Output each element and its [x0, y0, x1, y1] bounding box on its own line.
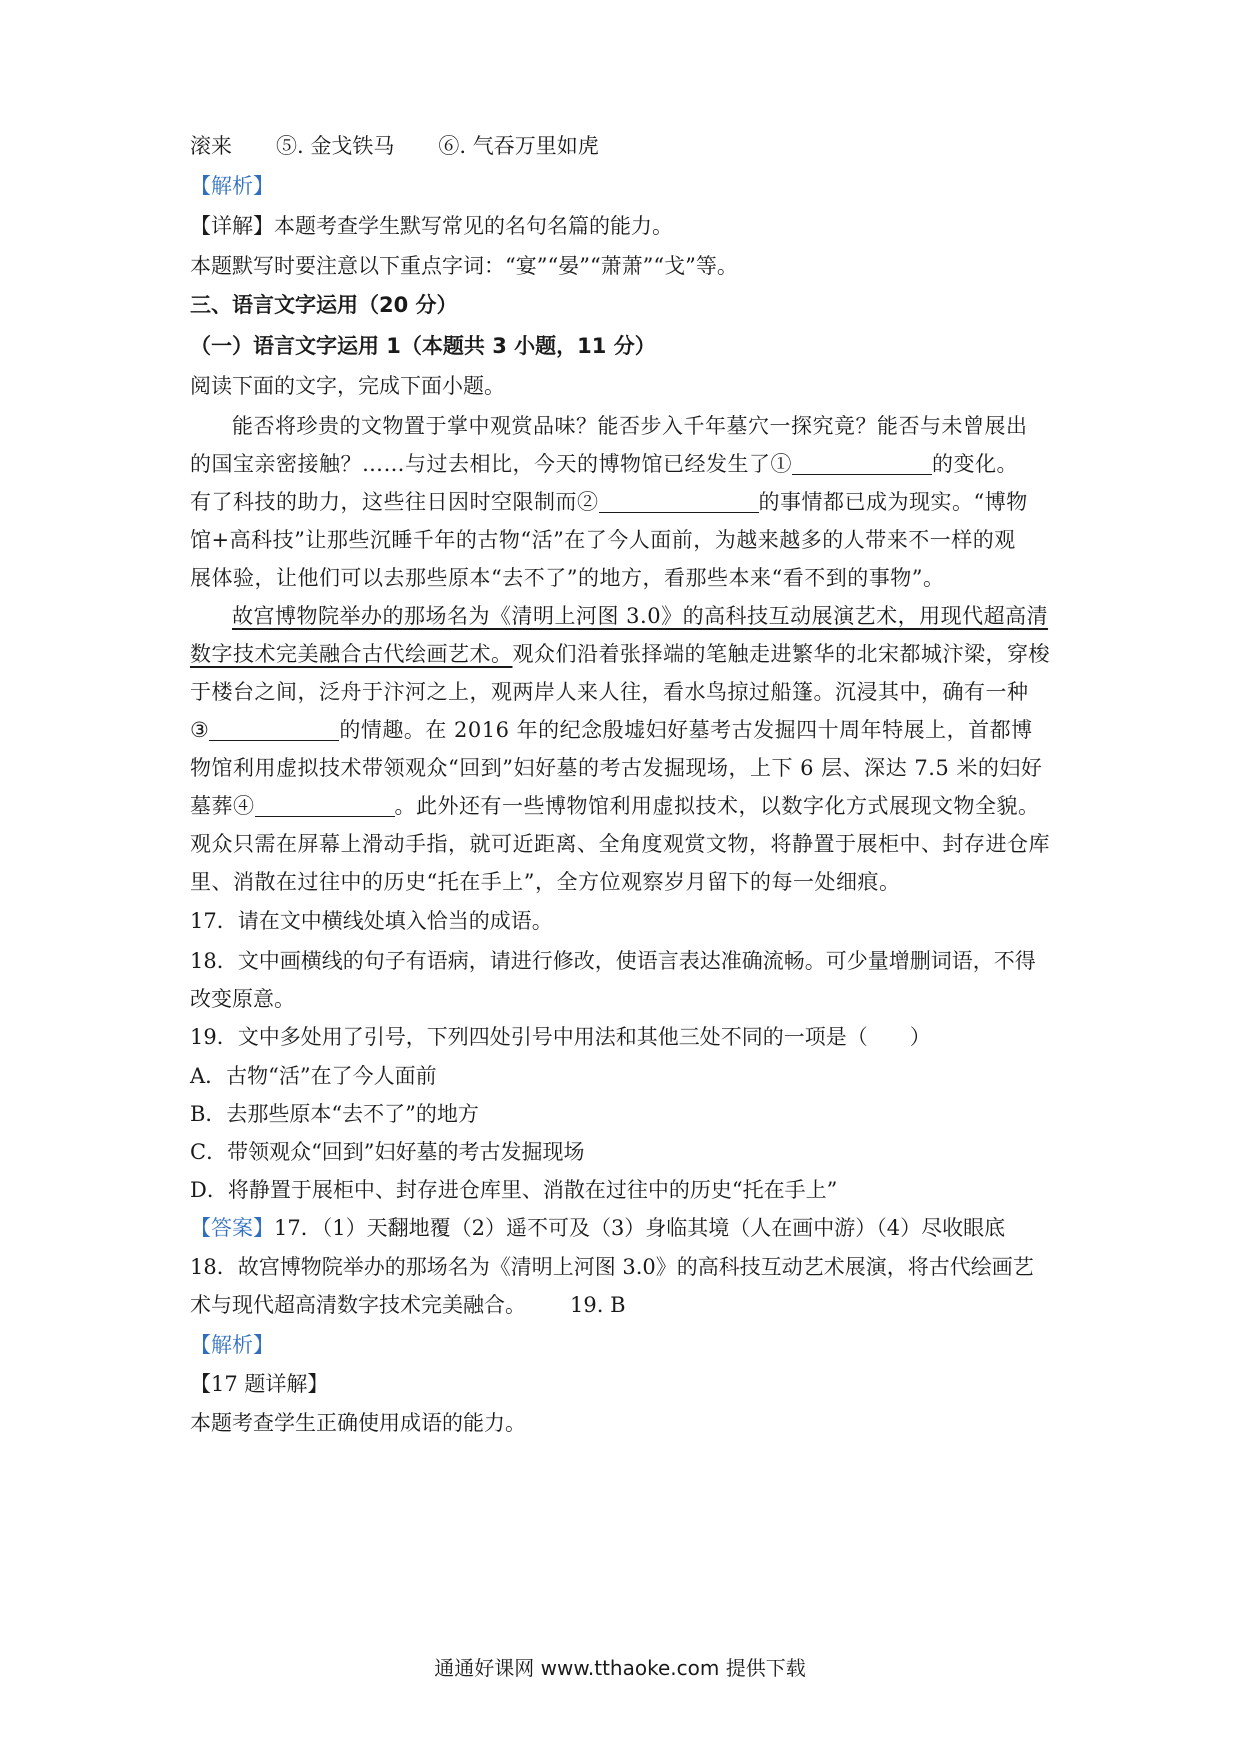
passage-line: 展体验，让他们可以去那些原本“去不了”的地方，看那些本来“看不到的事物”。: [190, 566, 945, 590]
passage-text: 。此外还有一些博物馆利用虚拟技术，以数字化方式展现文物全貌。: [394, 794, 1040, 818]
section-heading: 三、语言文字运用（20 分）: [190, 293, 458, 317]
passage-line: 里、消散在过往中的历史“托在手上”，全方位观察岁月留下的每一处细痕。: [190, 870, 901, 894]
instruction-line: 阅读下面的文字，完成下面小题。: [190, 374, 505, 398]
answer-item-5: ⑤. 金戈铁马: [276, 134, 395, 158]
section-subheading: （一）语言文字运用 1（本题共 3 小题，11 分）: [190, 334, 656, 358]
analysis-tag: 【解析】: [190, 174, 274, 198]
fill-blank-3[interactable]: [209, 718, 339, 741]
answer-18-cont-line: [190, 1290, 1070, 1320]
answer-17-line: [190, 1213, 1070, 1243]
passage-text: ③: [190, 718, 210, 742]
passage-line: 能否将珍贵的文物置于掌中观赏品味？能否步入千年墓穴一探究竟？能否与未曾展出: [232, 414, 1028, 438]
passage-line: 观众只需在屏幕上滑动手指，就可近距离、全角度观赏文物，将静置于展柜中、封存进仓库: [190, 832, 1050, 856]
passage-line: 物馆利用虚拟技术带领观众“回到”妇好墓的考古发掘现场，上下 6 层、深达 7.5 米的妇好: [190, 756, 1043, 780]
answer-17: 17．（1）天翻地覆（2）遥不可及（3）身临其境（人在画中游）（4）尽收眼底: [274, 1216, 1006, 1240]
fill-blank-4[interactable]: [255, 794, 395, 817]
passage-text: 的国宝亲密接触？……与过去相比，今天的博物馆已经发生了①: [190, 452, 792, 476]
underlined-sentence: 故宫博物院举办的那场名为《清明上河图 3.0》的高科技互动展演艺术，用现代超高清: [232, 604, 1049, 628]
question-17: 17．请在文中横线处填入恰当的成语。: [190, 909, 553, 933]
passage-text: 观众们沿着张择端的笔触走进繁华的北宋都城汴梁，穿梭: [512, 642, 1050, 666]
note-line: 本题默写时要注意以下重点字词：“宴”“晏”“萧萧”“戈”等。: [190, 254, 738, 278]
passage-line: [190, 715, 1070, 745]
passage-line: [190, 487, 1070, 517]
option-b: B．去那些原本“去不了”的地方: [190, 1102, 479, 1126]
passage-line: [190, 639, 1070, 669]
passage-text: 的事情都已成为现实。“博物: [758, 490, 1028, 514]
fill-blank-1[interactable]: [792, 452, 932, 475]
option-d: D．将静置于展柜中、封存进仓库里、消散在过往中的历史“托在手上”: [190, 1178, 838, 1202]
detail-tag-17: 【17 题详解】: [190, 1372, 329, 1396]
fill-blank-2[interactable]: [599, 490, 759, 513]
answer-item-6: ⑥. 气吞万里如虎: [438, 134, 599, 158]
passage-line: [232, 601, 1112, 631]
passage-line: [190, 791, 1070, 821]
detail-line: [190, 211, 1070, 241]
passage-text: 有了科技的助力，这些往日因时空限制而②: [190, 490, 599, 514]
answer-tag: 【答案】: [190, 1216, 274, 1240]
answer-18: 18．故宫博物院举办的那场名为《清明上河图 3.0》的高科技互动艺术展演，将古代绘画艺: [190, 1255, 1034, 1279]
footer-watermark: 通通好课网 www.tthaoke.com 提供下载: [434, 1656, 806, 1680]
answer-19: 19. B: [570, 1293, 626, 1317]
passage-line: 于楼台之间，泛舟于汴河之上，观两岸人来人往，看水鸟掠过船篷。沉浸其中，确有一种: [190, 680, 1029, 704]
option-c: C．带领观众“回到”妇好墓的考古发掘现场: [190, 1140, 585, 1164]
detail-tag: 【详解】: [190, 214, 274, 238]
analysis-tag: 【解析】: [190, 1333, 274, 1357]
question-18-cont: 改变原意。: [190, 987, 295, 1011]
passage-line: [190, 449, 1070, 479]
passage-text: 的变化。: [932, 452, 1018, 476]
passage-text: 的情趣。在 2016 年的纪念殷墟妇好墓考古发掘四十周年特展上，首都博: [339, 718, 1033, 742]
passage-text: 墓葬④: [190, 794, 255, 818]
text-fragment: 滚来: [190, 134, 232, 158]
underlined-sentence: 数字技术完美融合古代绘画艺术。: [190, 642, 513, 666]
option-a: A．古物“活”在了今人面前: [190, 1064, 437, 1088]
answer-18-cont: 术与现代超高清数字技术完美融合。: [190, 1293, 526, 1317]
passage-line: 馆+高科技”让那些沉睡千年的古物“活”在了今人面前，为越来越多的人带来不一样的观: [190, 528, 1016, 552]
question-19: 19．文中多处用了引号，下列四处引号中用法和其他三处不同的一项是（ ）: [190, 1025, 931, 1049]
answer-fragment-line: [190, 131, 1070, 161]
detail-text-17: 本题考查学生正确使用成语的能力。: [190, 1411, 526, 1435]
detail-text: 本题考查学生默写常见的名句名篇的能力。: [274, 214, 673, 238]
question-18: 18．文中画横线的句子有语病，请进行修改，使语言表达准确流畅。可少量增删词语，不得: [190, 949, 1036, 973]
